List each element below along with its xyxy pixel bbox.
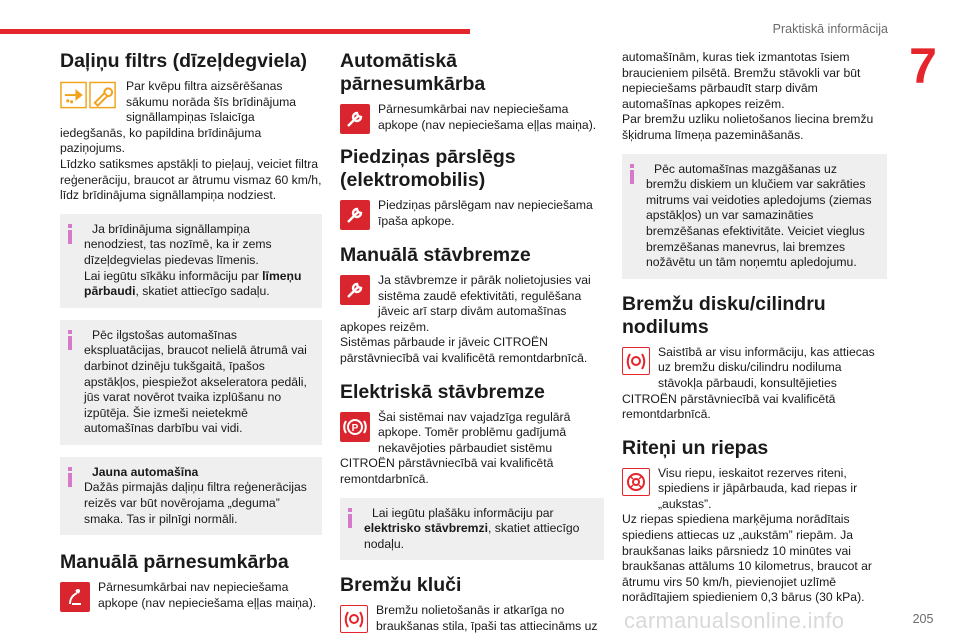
icon-paragraph: Ja stāvbremze ir pārāk nolietojusies vai sistēma zaudē efektivitāti, regulēšana jāveic arī starp divām automašīnas apkopes reizēm. <box>340 273 591 334</box>
service-wrench-icon <box>340 104 370 134</box>
brake-warning-icon <box>622 347 650 375</box>
icon-paragraph: Pārnesumkārbai nav nepieciešama apkope (nav nepieciešama eļļas maiņa). <box>60 580 322 614</box>
info-icon <box>66 330 74 350</box>
body-text: Par bremžu uzliku nolietošanos liecina bremžu šķidruma līmeņa pazemināšanās. <box>622 112 874 142</box>
svg-text:P: P <box>351 422 359 434</box>
particle-filter-warning-icon <box>60 81 118 111</box>
icon-paragraph: Par kvēpu filtra aizsērēšanas sākumu norāda šīs brīdinājuma signāllampiņas īslaicīga iedegšanās, ko papildina brīdinājuma paziņojums. <box>60 79 297 156</box>
body-text: automašīnām, kuras tiek izmantotas īsiem braucieniem pilsētā. Bremžu stāvokli var būt nepieciešams pārbaudīt starp divām automašīnas apkopes reizēm. <box>622 50 861 111</box>
column-2 <box>340 50 604 635</box>
info-box: Jauna automašīna Dažās pirmajās daļiņu filtra reģenerācijas reizēs var būt novērojama „deguma” smaka. Tas ir pilnīgi normāli. <box>60 457 322 535</box>
column-1 <box>60 50 322 614</box>
body-text: Līdzko satiksmes apstākļi to pieļauj, veiciet filtra reģenerāciju, braucot ar ātrumu vismaz 60 km/h, līdz brīdinājuma signāllampiņa nodziest. <box>60 156 322 203</box>
icon-paragraph: Bremžu nolietošanās ir atkarīga no braukšanas stila, īpaši tas attiecināms uz <box>340 603 604 635</box>
gearbox-icon <box>60 582 90 612</box>
info-box: Pēc automašīnas mazgāšanas uz bremžu diskiem un klučiem var sakrāties mitrums vai veidoties apledojums (ziemas apstākļos) un var samazināties bremzēšanas efektivitāte. Veiciet vieglus bremzēšanas manevrus, lai bremzes nožāvētu un tām noņemtu apledojumu. <box>622 154 887 279</box>
parking-brake-icon <box>340 412 370 442</box>
page-number: 205 <box>912 612 934 626</box>
info-icon <box>66 467 74 487</box>
info-icon <box>628 164 636 184</box>
section-title: Piedziņas pārslēgs (elektromobilis) <box>340 146 516 191</box>
section-title: Bremžu disku/cilindru nodilums <box>622 292 826 338</box>
tyre-icon <box>622 468 650 496</box>
watermark: carmanualsonline.info <box>624 608 845 633</box>
icon-paragraph: Visu riepu, ieskaitot rezerves riteni, spiediens ir jāpārbauda, kad riepas ir „aukstas”. <box>622 466 887 513</box>
section-title: Riteņi un riepas <box>622 436 769 459</box>
icon-paragraph: Piedziņas pārslēgam nav nepieciešama īpaša apkope. <box>340 198 604 232</box>
body-text: Uz riepas spiediena marķējuma norādītais spiediens attiecas uz „aukstām” riepām. Ja braukšanas laiks pārsniedz 10 minūtes vai braukšanas attālums 10 kilometrus, braucot ar ātrumu virs 50 km/h, pievienojiet uzlīmē norādītajiem spiedieniem 0,3 bārus (30 kPa). <box>622 512 872 605</box>
icon-paragraph: P Šai sistēmai nav vajadzīga regulārā apkope. Tomēr problēmu gadījumā nekavējoties pārbaudiet sistēmu CITROËN pārstāvniecībā vai kvalificētā remontdarbnīcā. <box>340 409 571 486</box>
info-icon <box>66 224 74 244</box>
section-title: Elektriskā stāvbremze <box>340 380 545 403</box>
icon-paragraph: Pārnesumkārbai nav nepieciešama apkope (nav nepieciešama eļļas maiņa). <box>340 102 604 136</box>
info-icon <box>346 508 354 528</box>
icon-paragraph: Saistībā ar visu informāciju, kas attiecas uz bremžu disku/cilindru nodiluma stāvokļa pārbaudi, konsultējieties CITROËN pārstāvniecībā vai kvalificētā remontdarbnīcā. <box>622 344 875 422</box>
service-wrench-icon <box>340 200 370 230</box>
section-title: Bremžu kluči <box>340 574 462 597</box>
section-title: Automātiskā pārnesumkārba <box>340 50 486 95</box>
info-box: Lai iegūtu plašāku informāciju par elektrisko stāvbremzi, skatiet attiecīgo nodaļu. <box>340 498 604 561</box>
info-box: Ja brīdinājuma signāllampiņa nenodziest, tas nozīmē, ka ir zems dīzeļdegvielas piedevas līmenis. Lai iegūtu sīkāku informāciju par līmeņu pārbaudi, skatiet attiecīgo sadaļu. <box>60 214 322 308</box>
service-wrench-icon <box>340 275 370 305</box>
column-3 <box>622 50 887 606</box>
section-title: Manuālā stāvbremze <box>340 244 531 266</box>
header-accent-bar <box>0 29 470 34</box>
section-title: Daļiņu filtrs (dīzeļdegviela) <box>60 50 308 72</box>
chapter-number: 7 <box>909 38 937 94</box>
section-header: Praktiskā informācija <box>772 22 888 36</box>
info-box: Pēc ilgstošas automašīnas ekspluatācijas, braucot nelielā ātrumā vai darbinot dzinēju tukšgaitā, īpašos apstākļos, piespiežot akseleratora pedāli, jūs varat novērot tvaika izplūšanu no izpūtēja. Šie izmeši neietekmē automašīnas darbību vai vidi. <box>60 320 322 445</box>
brake-warning-icon <box>340 605 368 633</box>
body-text: Sistēmas pārbaude ir jāveic CITROËN pārstāvniecībā vai kvalificētā remontdarbnīcā. <box>340 335 588 365</box>
section-title: Manuālā pārnesumkārba <box>60 551 289 574</box>
